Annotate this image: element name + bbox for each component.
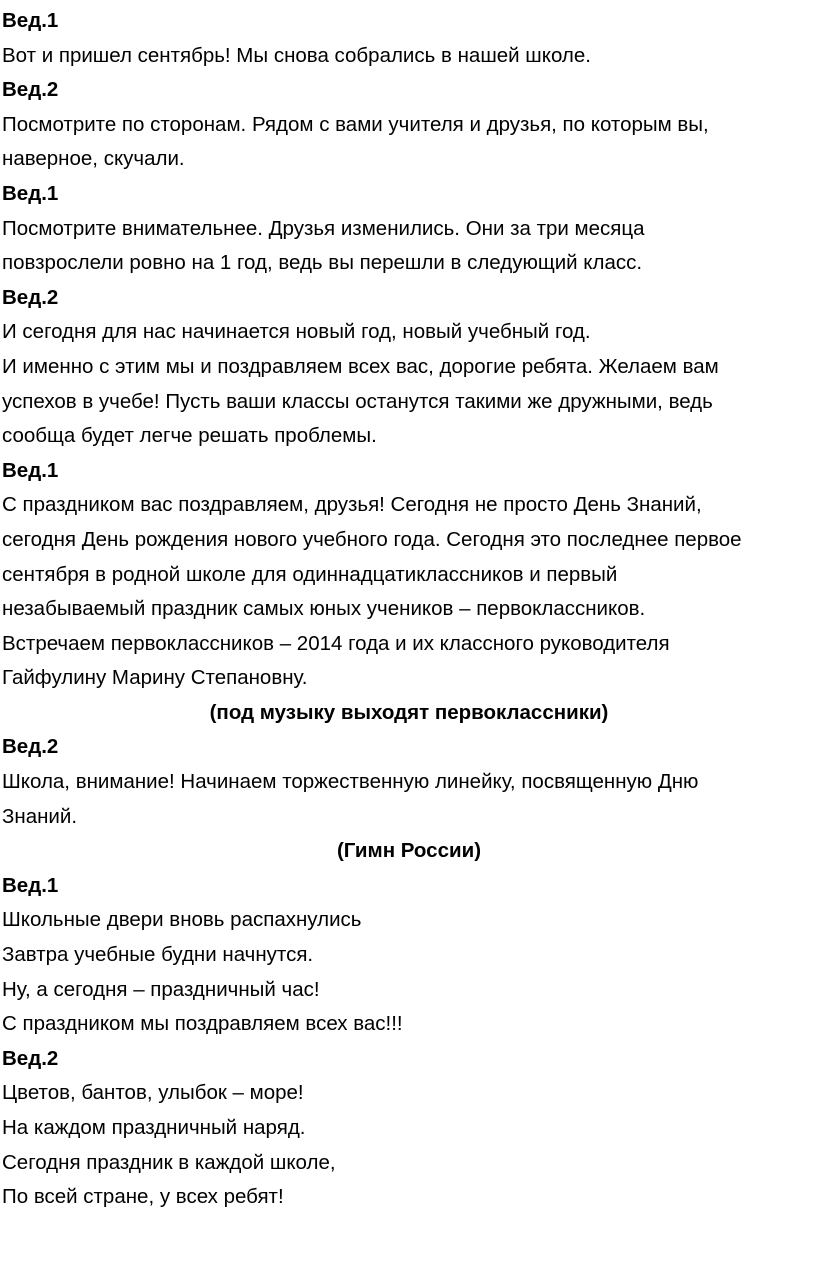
speaker-label: Вед.1	[2, 873, 59, 897]
stage-direction: (под музыку выходят первоклассники)	[209, 700, 609, 724]
speaker-label: Вед.2	[2, 78, 59, 102]
speaker-label: Вед.2	[2, 285, 59, 309]
speaker-label: Вед.2	[2, 735, 59, 759]
speaker-label: Вед.2	[2, 1046, 59, 1070]
script-line: Ну, а сегодня – праздничный час!	[2, 977, 320, 1001]
script-line: Встречаем первоклассников – 2014 года и их классного руководителя	[2, 631, 670, 655]
script-line: С праздником мы поздравляем всех вас!!!	[2, 1012, 403, 1036]
script-line: незабываемый праздник самых юных учеников – первоклассников.	[2, 597, 646, 621]
script-line: повзрослели ровно на 1 год, ведь вы перешли в следующий класс.	[2, 251, 643, 275]
script-line: Школа, внимание! Начинаем торжественную линейку, посвященную Дню	[2, 770, 699, 794]
script-line: успехов в учебе! Пусть ваши классы останутся такими же дружными, ведь	[2, 389, 713, 413]
script-line: Вот и пришел сентябрь! Мы снова собрались в нашей школе.	[2, 43, 591, 67]
script-line: И именно с этим мы и поздравляем всех вас, дорогие ребята. Желаем вам	[2, 354, 719, 378]
script-line: И сегодня для нас начинается новый год, новый учебный год.	[2, 320, 591, 344]
speaker-label: Вед.1	[2, 181, 59, 205]
speaker-label: Вед.1	[2, 9, 59, 32]
script-line: Сегодня праздник в каждой школе,	[2, 1150, 336, 1174]
script-line: По всей стране, у всех ребят!	[2, 1185, 284, 1209]
script-line: сентября в родной школе для одиннадцатиклассников и первый	[2, 562, 618, 586]
script-line: С праздником вас поздравляем, друзья! Сегодня не просто День Знаний,	[2, 493, 702, 517]
script-line: Знаний.	[2, 804, 78, 828]
script-line: Цветов, бантов, улыбок – море!	[2, 1081, 304, 1105]
script-line: На каждом праздничный наряд.	[2, 1116, 306, 1139]
speaker-label: Вед.1	[2, 458, 59, 482]
script-line: Завтра учебные будни начнутся.	[2, 943, 314, 967]
script-line: сегодня День рождения нового учебного года. Сегодня это последнее первое	[2, 527, 742, 551]
stage-direction: (Гимн России)	[336, 839, 482, 863]
script-line: Гайфулину Марину Степановну.	[2, 666, 308, 690]
script-line: сообща будет легче решать проблемы.	[2, 424, 377, 448]
script-line: Посмотрите внимательнее. Друзья изменились. Они за три месяца	[2, 216, 645, 240]
script-line: наверное, скучали.	[2, 147, 185, 171]
script-line: Посмотрите по сторонам. Рядом с вами учителя и друзья, по которым вы,	[2, 112, 709, 136]
script-line: Школьные двери вновь распахнулись	[2, 908, 362, 932]
